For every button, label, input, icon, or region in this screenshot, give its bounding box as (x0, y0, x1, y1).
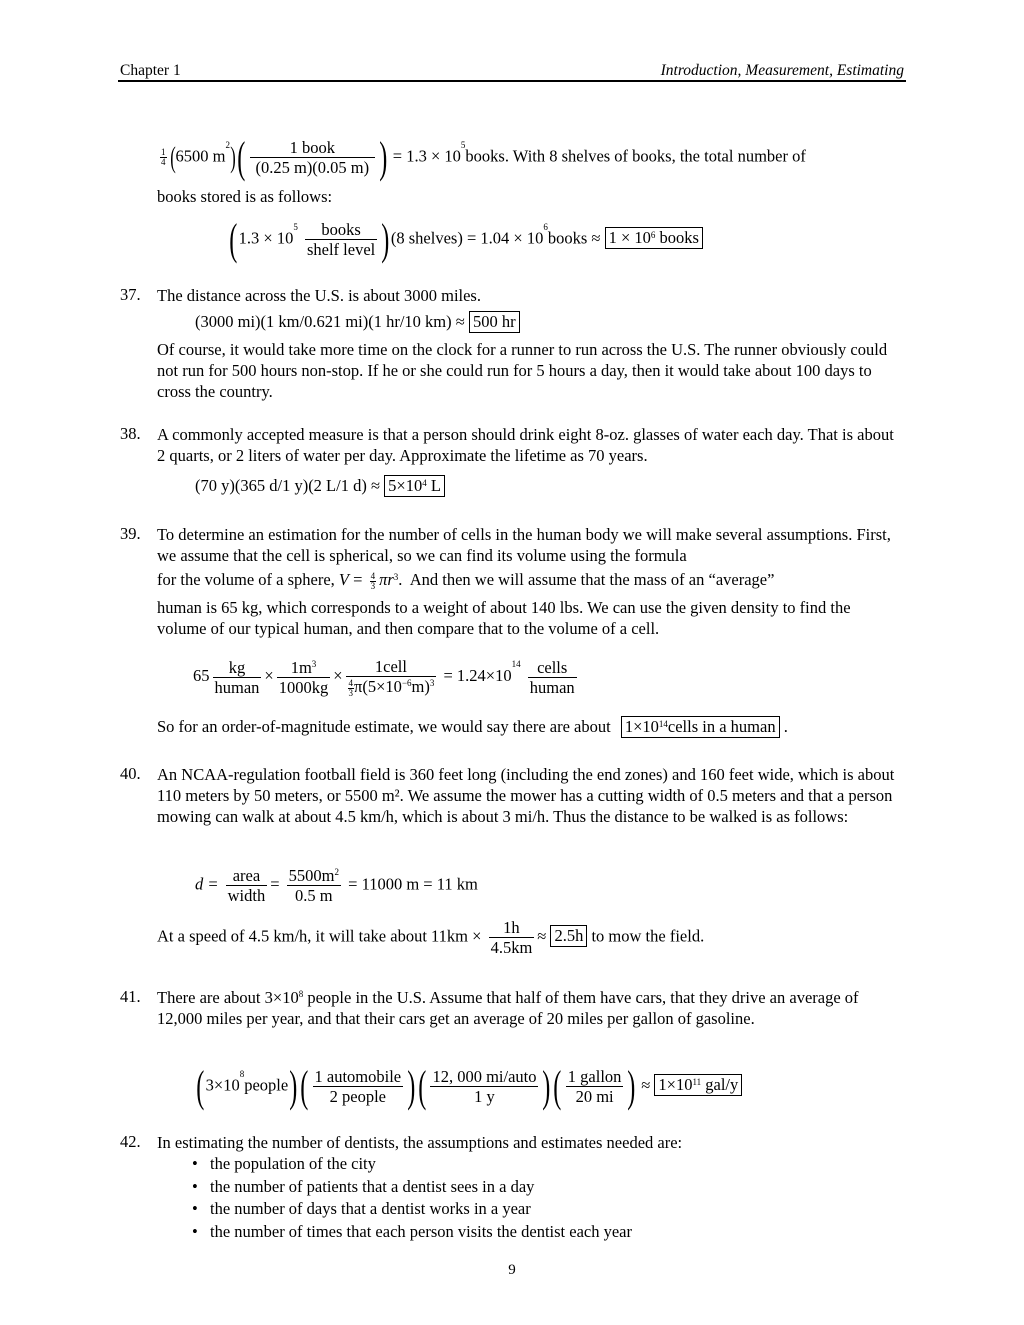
equation: (70 y)(365 d/1 y)(2 L/1 $d) \approx 5\times 10^4$ L (195, 475, 445, 497)
equation-books-per-shelf: $\frac{1}{4}$ (6500 $m^2$)( $\frac{\text{1 book}}{(0.25 m)(0.05 m)}$ ) = $1.3 \times 10^5books$. With 8 shelves of books, the total number of (161, 132, 806, 182)
sphere-volume-line: for the volume of a sphere, V = $\frac{4}{3}$ $\pi r^3$. And then we will assume that the mass of an “average” (157, 570, 775, 591)
problem-number: 42. (120, 1132, 141, 1151)
answer-box: $1\times 10^{14}cells$ in a human (621, 716, 780, 738)
conclusion-line: So for an order-of-magnitude estimate, we would say there are about $1\times 10^{14}cells$ in a human . (157, 717, 788, 736)
answer-box: 500 hr (469, 311, 520, 333)
answer-box: $1 \times 10^6$ books (605, 227, 703, 249)
problem-text: In estimating the number of dentists, the assumptions and estimates needed are: (157, 1133, 683, 1152)
header-rule (118, 80, 906, 82)
list-item: • the population of the city (190, 1153, 632, 1176)
problem-text: The distance across the U.S. is about 3000 miles. (157, 286, 481, 305)
problem-number: 38. (120, 424, 141, 443)
problem-number: 41. (120, 987, 141, 1006)
problem-number: 37. (120, 285, 141, 304)
answer-box: $1\times 10^{11}$ gal/y (654, 1074, 742, 1096)
list-item: • the number of times that each person visits the dentist each year (190, 1221, 632, 1244)
page-number: 9 (508, 1262, 516, 1278)
equation-distance: d = $\frac{\text{area}}{\text{width}}$ = $\frac{5500m^2}{0.5 m}$ = 11000 m = 11 km (195, 866, 478, 905)
equation-gasoline: $(3\times 10^8people)$( $\frac{\text{1 automobile}}{\text{2 people}}$ )( $\frac{\text{12, 000 mi/auto}}{1 y}$ )( $\frac{\text{1 gallon}}{20 mi}$ ) ≈ $1\times 10^{11}$ gal/y (195, 1067, 742, 1106)
header-title: Introduction, Measurement, Estimating (660, 62, 904, 79)
fraction-book-size: $\frac{\text{1 book}}{(0.25 m)(0.05 m)}$ (250, 138, 375, 177)
list-item: • the number of days that a dentist works in a year (190, 1198, 632, 1221)
problem-number: 40. (120, 764, 141, 783)
header-chapter: Chapter 1 (120, 62, 181, 79)
assumption-list (190, 1153, 632, 1243)
answer-box: $5\times 10^4$ L (384, 475, 445, 497)
fraction-quarter: $\frac{1}{4}$ (161, 147, 166, 167)
equation: (3000 mi)(1 km/0.621 mi)(1 hr/10 km) ≈ 500 hr (195, 311, 520, 333)
time-line: At a speed of 4.5 km/h, it will take about 11km × $\frac{1h}{4.5km}$ ≈ 2.5h to mow the field. (157, 918, 705, 957)
equation-total-books: ($1.3 \times 10^5$ $\frac{\text{books}}{\text{shelf level}}$ )(8 shelves) = $1.04 \times 10^6books \approx 1 \times 10^6$ books (228, 220, 703, 259)
problem-number: 39. (120, 524, 141, 543)
answer-box: 2.5h (550, 925, 587, 947)
problem-text: human is 65 kg, which corresponds to a weight of about 140 lbs. We can use the given density to find the volume of our typical human, and then compare that to the volume of a cell. (157, 598, 851, 638)
problem-text: To determine an estimation for the number of cells in the human body we will make several assumptions. First, we assume that the cell is spherical, so we can find its volume using the formula (157, 525, 891, 565)
equation-cells: 65 $\frac{kg}{\text{human}}$ × $\frac{1m^3}{1000kg}$ × 1cell $\frac{4}{3}$ $\pi(5\times 10^{-6}m)^3$ = $1.24\times 10^{14}$ $\frac{\text{cells}}{\text{human}}$ (193, 657, 575, 698)
list-item: • the number of patients that a dentist sees in a day (190, 1176, 632, 1199)
problem-text: A commonly accepted measure is that a person should drink eight 8-oz. glasses of water each day. That is about 2 quarts, or 2 liters of water per day. Approximate the lifetime as 70 years. (157, 425, 894, 465)
text-books-stored: books stored is as follows: (157, 187, 333, 206)
problem-text: There are about $3\times 10^8$ people in the U.S. Assume that half of them have cars, that they drive an average of 12,000 miles per year, and that their cars get an average of 20 miles per gallon of gasoline. (157, 988, 859, 1028)
problem-explanation: Of course, it would take more time on the clock for a runner to run across the U.S. The runner obviously could not run for 500 hours non-stop. If he or she could run for 5 hours a day, then it would take about 100 days to cross the country. (157, 340, 888, 401)
problem-text: An NCAA-regulation football field is 360 feet long (including the end zones) and 160 feet wide, which is about 110 meters by 50 meters, or 5500 m². We assume the mower has a cutting width of 0.5 meters and that a person mowing can walk at about 4.5 km/h, which is about 3 mi/h. Thus the distance to be walked is as follows: (157, 765, 895, 826)
